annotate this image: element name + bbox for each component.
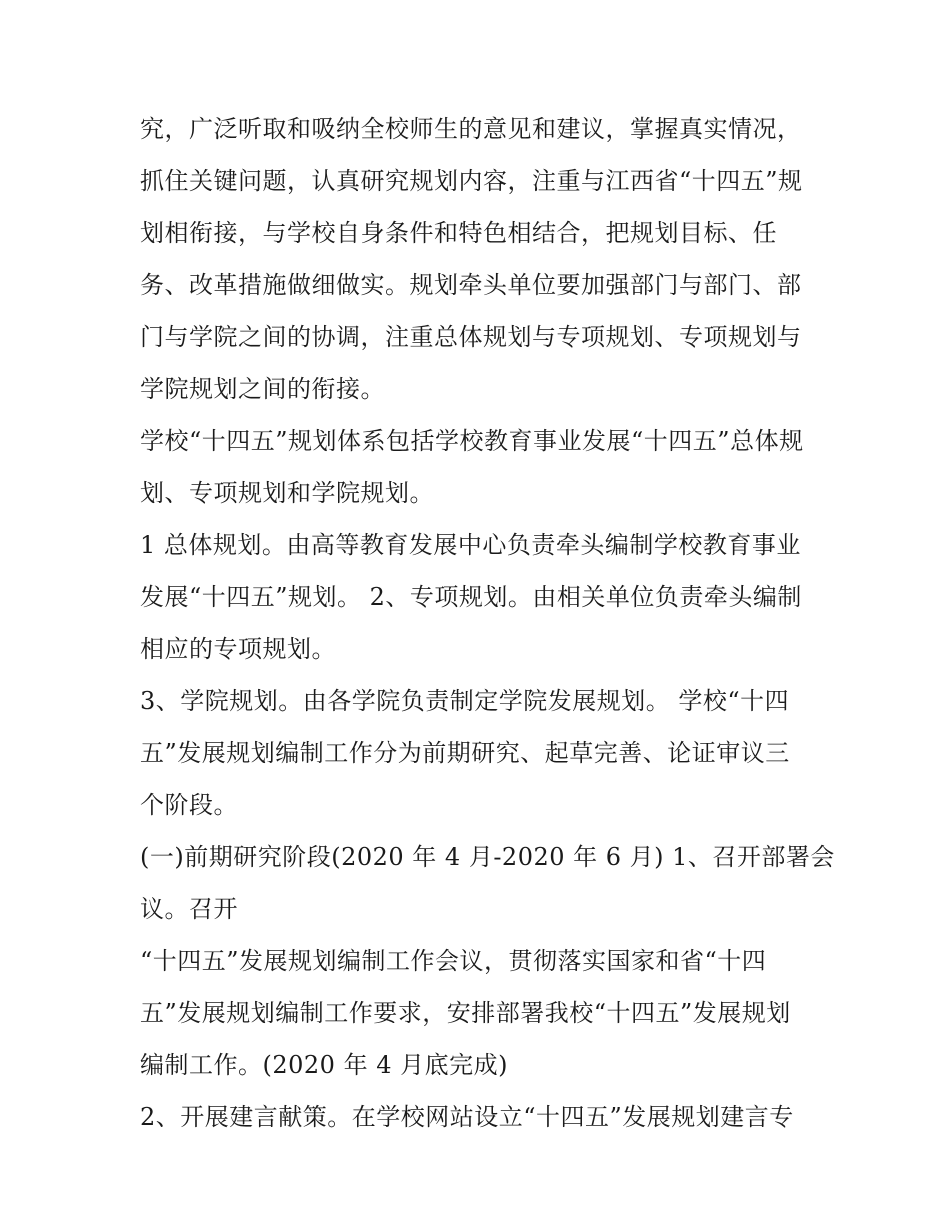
- text-line-1: 究，广泛听取和吸纳全校师生的意见和建议，掌握真实情况，: [140, 115, 802, 143]
- text-line-18: 五”发展规划编制工作要求，安排部署我校“十四五”发展规划: [140, 999, 791, 1027]
- text-line-12: 3、学院规划。由各学院负责制定学院发展规划。 学校“十四: [140, 687, 790, 715]
- text-line-8: 划、专项规划和学院规划。: [140, 479, 434, 507]
- text-line-9: 1 总体规划。由高等教育发展中心负责牵头编制学校教育事业: [140, 531, 801, 559]
- text-line-19: 编制工作。(2020 年 4 月底完成): [140, 1051, 508, 1079]
- text-line-13: 五”发展规划编制工作分为前期研究、起草完善、论证审议三: [140, 739, 790, 767]
- text-line-2: 抓住关键问题，认真研究规划内容，注重与江西省“十四五”规: [140, 167, 803, 195]
- text-line-15: (一)前期研究阶段(2020 年 4 月-2020 年 6 月) 1、召开部署会: [140, 843, 835, 871]
- document-body: [140, 103, 835, 1143]
- text-line-10: 发展“十四五”规划。 2、专项规划。由相关单位负责牵头编制: [140, 583, 802, 611]
- text-line-7: 学校“十四五”规划体系包括学校教育事业发展“十四五”总体规: [140, 427, 804, 455]
- text-line-16: 议。召开: [140, 895, 238, 923]
- text-line-4: 务、改革措施做细做实。规划牵头单位要加强部门与部门、部: [140, 271, 802, 299]
- text-line-5: 门与学院之间的协调，注重总体规划与专项规划、专项规划与: [140, 323, 802, 351]
- text-line-17: “十四五”发展规划编制工作会议，贯彻落实国家和省“十四: [140, 947, 767, 975]
- text-line-20: 2、开展建言献策。在学校网站设立“十四五”发展规划建言专: [140, 1103, 794, 1131]
- text-line-6: 学院规划之间的衔接。: [140, 375, 385, 403]
- text-line-14: 个阶段。: [140, 791, 238, 819]
- text-line-11: 相应的专项规划。: [140, 635, 336, 663]
- text-line-3: 划相衔接，与学校自身条件和特色相结合，把规划目标、任: [140, 219, 777, 247]
